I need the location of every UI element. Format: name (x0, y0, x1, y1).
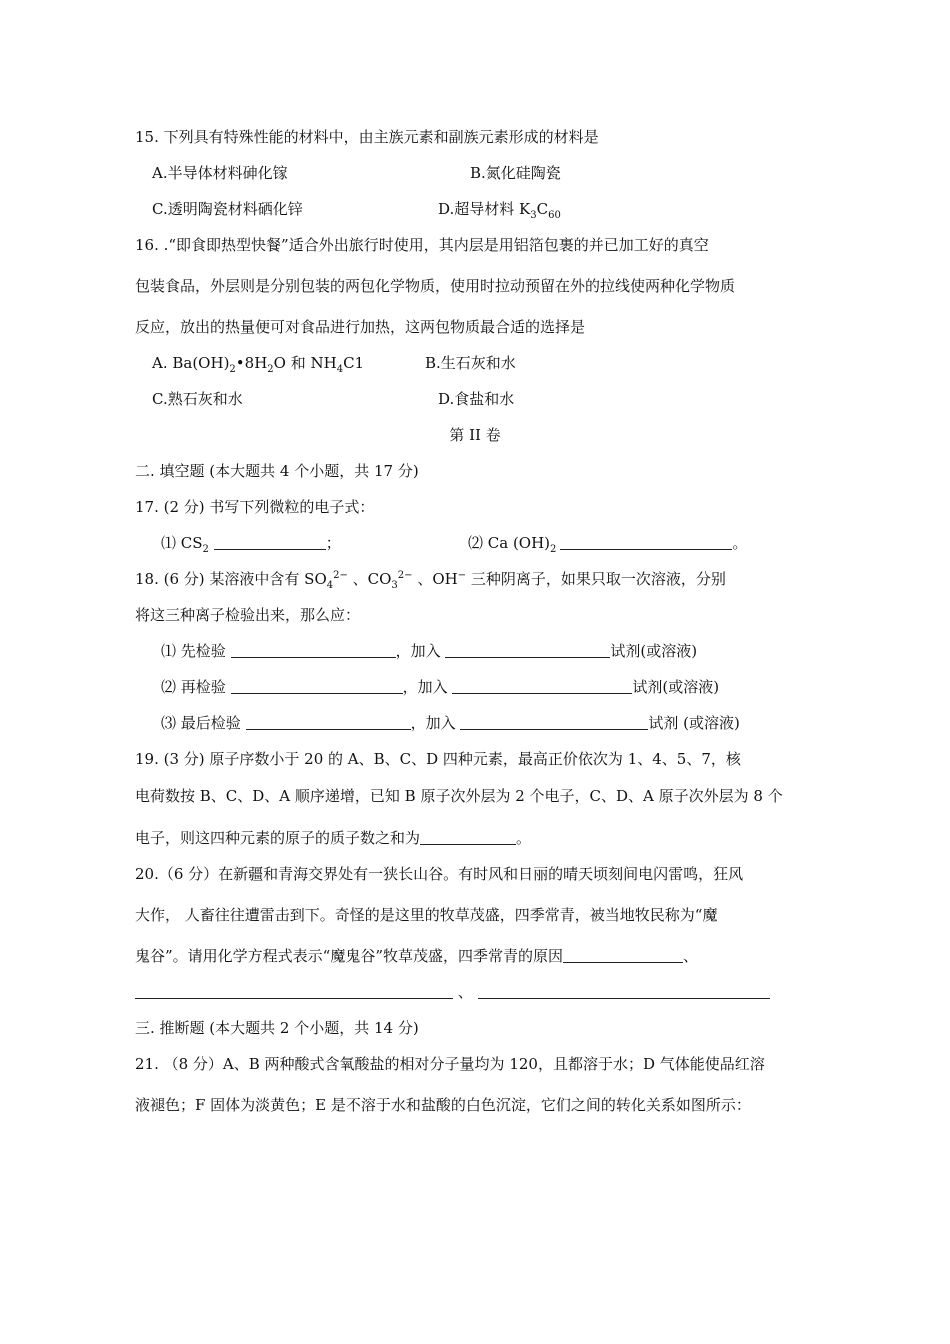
section-heading: 第 II 卷 (449, 426, 501, 444)
answer-blank[interactable] (246, 714, 411, 730)
q21-line-1: 21. （8 分）A、B 两种酸式含氧酸盐的相对分子量均为 120，且都溶于水；D 气体能使品红溶 (135, 1055, 765, 1073)
answer-blank[interactable] (452, 678, 632, 694)
answer-blank[interactable] (460, 714, 648, 730)
answer-blank[interactable] (214, 534, 326, 550)
q16-line-3: 反应，放出的热量便可对食品进行加热，这两包物质最合适的选择是 (135, 318, 586, 336)
q15-option-c: C.透明陶瓷材料硒化锌 (152, 200, 303, 218)
q16-line-2: 包装食品，外层则是分别包装的两包化学物质，使用时拉动预留在外的拉线使两种化学物质 (135, 277, 736, 295)
q18-line-2: 将这三种离子检验出来，那么应： (135, 606, 361, 624)
q20-line-1: 20.（6 分）在新疆和青海交界处有一狭长山谷。有时风和日丽的晴天顷刻间电闪雷鸣，狂风 (135, 865, 744, 883)
q16-line-1: 16. .“即食即热型快餐”适合外出旅行时使用，其内层是用铝箔包裹的并已加工好的真空 (135, 236, 709, 254)
q17-item-1: ⑴ $CS_2$ ； (161, 534, 341, 555)
answer-blank[interactable] (563, 947, 683, 963)
q20-line-3: 鬼谷”。请用化学方程式表示“魔鬼谷”牧草茂盛，四季常青的原因 、 (135, 947, 699, 965)
answer-blank[interactable] (231, 678, 403, 694)
q18-row-1: ⑴ 先检验 ，加入 试剂(或溶液) (161, 642, 698, 660)
q16-option-c: C.熟石灰和水 (152, 390, 243, 408)
part3-title: 三. 推断题 (本大题共 2 个小题，共 14 分) (135, 1019, 419, 1037)
q18-row-3: ⑶ 最后检验 ，加入 试剂 (或溶液) (161, 714, 740, 732)
answer-blank[interactable] (560, 534, 732, 550)
q15-stem: 15. 下列具有特殊性能的材料中，由主族元素和副族元素形成的材料是 (135, 128, 599, 146)
answer-blank[interactable] (231, 642, 396, 658)
q20-line-2: 大作， 人畜往往遭雷击到下。奇怪的是这里的牧草茂盛，四季常青，被当地牧民称为“魔 (135, 906, 718, 924)
answer-blank[interactable] (135, 983, 453, 999)
answer-blank[interactable] (445, 642, 610, 658)
q17-item-2: ⑵ Ca $(OH)_2$ 。 (468, 534, 748, 555)
q19-line-1: 19. (3 分) 原子序数小于 20 的 A、B、C、D 四种元素，最高正价依次为 1、4、5、7，核 (135, 750, 741, 768)
q20-line-4: 、 (135, 982, 770, 1002)
q19-line-2: 电荷数按 B、C、D、A 顺序递增，已知 B 原子次外层为 2 个电子，C、D、A 原子次外层为 8 个 (135, 787, 783, 805)
q16-option-d: D.食盐和水 (438, 390, 515, 408)
part2-title: 二. 填空题 (本大题共 4 个小题，共 17 分) (135, 462, 419, 480)
answer-blank[interactable] (478, 983, 770, 999)
answer-blank[interactable] (420, 829, 516, 845)
q17-stem: 17. (2 分) 书写下列微粒的电子式： (135, 498, 375, 516)
q15-option-d: D.超导材料 $K_3C_{60}$ (438, 200, 561, 221)
q15-option-a: A.半导体材料砷化镓 (152, 164, 288, 182)
q19-line-3: 电子，则这四种元素的原子的质子数之和为 。 (135, 829, 532, 847)
q18-line-1: 18. (6 分) 某溶液中含有 $SO_4^{2-}$ 、$CO_3^{2-}$ 、OH− 三种阴离子，如果只取一次溶液，分别 (135, 570, 726, 591)
q16-option-b: B.生石灰和水 (425, 354, 516, 372)
q21-line-2: 液褪色；F 固体为淡黄色；E 是不溶于水和盐酸的白色沉淀，它们之间的转化关系如图所示： (135, 1096, 751, 1114)
q16-option-a: A. $Ba(OH)_2•8H_2O$ 和 $NH_4C1$ (152, 354, 365, 375)
q18-row-2: ⑵ 再检验 ，加入 试剂(或溶液) (161, 678, 720, 696)
q15-option-b: B.氮化硅陶瓷 (470, 164, 561, 182)
